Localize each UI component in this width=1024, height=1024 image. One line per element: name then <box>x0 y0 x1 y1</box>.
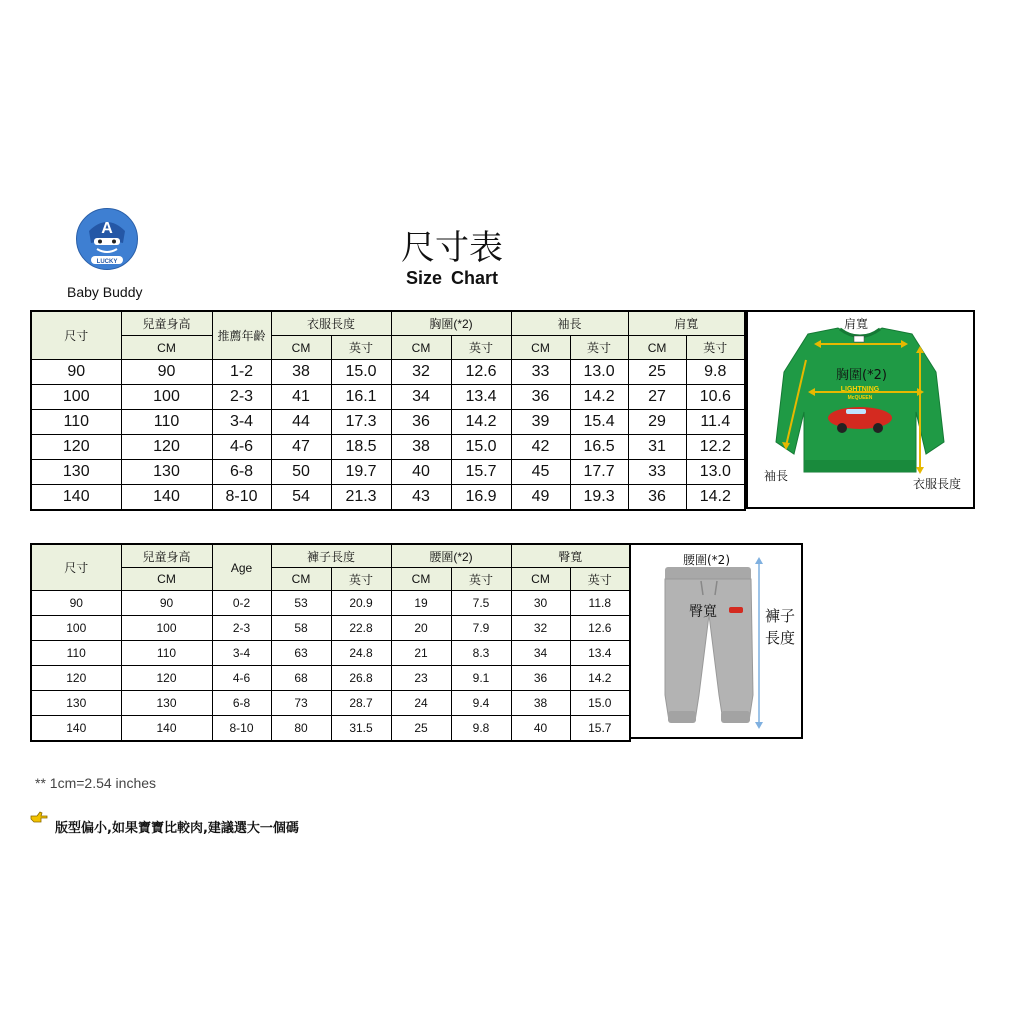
table-cell: 1-2 <box>212 360 271 385</box>
unit-cm: CM <box>121 568 212 591</box>
table-cell: 110 <box>31 641 121 666</box>
header-group: 臀寬 <box>511 544 630 568</box>
pants-length-label: 長度 <box>765 629 796 647</box>
table-cell: 3-4 <box>212 410 271 435</box>
table-cell: 6-8 <box>212 460 271 485</box>
table-cell: 18.5 <box>331 435 391 460</box>
waist-label: 腰圍(*2) <box>683 553 730 567</box>
table-cell: 140 <box>121 716 212 742</box>
unit-cm: CM <box>121 336 212 360</box>
table-cell: 53 <box>271 591 331 616</box>
header-group: 肩寬 <box>628 311 745 336</box>
table-cell: 54 <box>271 485 331 511</box>
table-cell: 16.9 <box>451 485 511 511</box>
table-cell: 20.9 <box>331 591 391 616</box>
table-cell: 8-10 <box>212 485 271 511</box>
table-cell: 50 <box>271 460 331 485</box>
table-cell: 4-6 <box>212 435 271 460</box>
table-cell: 36 <box>391 410 451 435</box>
table-cell: 16.5 <box>570 435 628 460</box>
table-cell: 14.2 <box>451 410 511 435</box>
table-cell: 13.0 <box>686 460 745 485</box>
table-cell: 73 <box>271 691 331 716</box>
table-cell: 12.6 <box>570 616 630 641</box>
table-cell: 68 <box>271 666 331 691</box>
table-cell: 7.9 <box>451 616 511 641</box>
table-cell: 90 <box>121 360 212 385</box>
table-cell: 9.1 <box>451 666 511 691</box>
table-cell: 24 <box>391 691 451 716</box>
table-cell: 23 <box>391 666 451 691</box>
bottom-size-table <box>30 543 631 742</box>
header-group: 衣服長度 <box>271 311 391 336</box>
header-group: 褲子長度 <box>271 544 391 568</box>
table-row <box>31 410 745 435</box>
table-cell: 19.7 <box>331 460 391 485</box>
table-cell: 14.2 <box>570 385 628 410</box>
table-cell: 2-3 <box>212 385 271 410</box>
sweatshirt-diagram <box>746 310 975 509</box>
header-size: 尺寸 <box>31 311 121 360</box>
table-cell: 40 <box>511 716 570 742</box>
table-cell: 17.3 <box>331 410 391 435</box>
table-cell: 80 <box>271 716 331 742</box>
table-cell: 120 <box>121 435 212 460</box>
table-cell: 13.0 <box>570 360 628 385</box>
pointing-hand-icon <box>30 810 48 824</box>
pants-length-label: 褲子 <box>765 607 796 625</box>
table-cell: 15.7 <box>451 460 511 485</box>
table-cell: 90 <box>31 591 121 616</box>
unit-in: 英寸 <box>331 568 391 591</box>
table-cell: 13.4 <box>570 641 630 666</box>
table-cell: 8.3 <box>451 641 511 666</box>
table-cell: 130 <box>31 691 121 716</box>
table-cell: 36 <box>511 385 570 410</box>
table-row <box>31 591 630 616</box>
table-cell: 130 <box>121 691 212 716</box>
table-cell: 40 <box>391 460 451 485</box>
table-cell: 15.7 <box>570 716 630 742</box>
table-cell: 25 <box>628 360 686 385</box>
table-cell: 110 <box>121 641 212 666</box>
sizing-tip: 版型偏小,如果寶寶比較肉,建議選大一個碼 <box>55 821 299 836</box>
table-row <box>31 460 745 485</box>
table-cell: 29 <box>628 410 686 435</box>
table-cell: 2-3 <box>212 616 271 641</box>
table-row <box>31 691 630 716</box>
table-cell: 19.3 <box>570 485 628 511</box>
table-row <box>31 385 745 410</box>
unit-cm: CM <box>271 336 331 360</box>
unit-cm: CM <box>511 568 570 591</box>
table-cell: 140 <box>31 716 121 742</box>
table-cell: 38 <box>511 691 570 716</box>
table-cell: 90 <box>121 591 212 616</box>
table-cell: 140 <box>121 485 212 511</box>
table-cell: 21 <box>391 641 451 666</box>
header-group: 腰圍(*2) <box>391 544 511 568</box>
table-cell: 0-2 <box>212 591 271 616</box>
table-row <box>31 616 630 641</box>
unit-in: 英寸 <box>686 336 745 360</box>
table-cell: 30 <box>511 591 570 616</box>
table-cell: 31.5 <box>331 716 391 742</box>
header-age: 推薦年齡 <box>212 311 271 360</box>
table-cell: 6-8 <box>212 691 271 716</box>
table-cell: 130 <box>31 460 121 485</box>
table-cell: 9.8 <box>451 716 511 742</box>
table-cell: 21.3 <box>331 485 391 511</box>
unit-note: ** 1cm=2.54 inches <box>35 775 157 791</box>
header-age: Age <box>212 544 271 591</box>
brand-name: Baby Buddy <box>67 284 143 300</box>
table-cell: 120 <box>31 666 121 691</box>
table-cell: 100 <box>31 385 121 410</box>
table-cell: 45 <box>511 460 570 485</box>
table-row <box>31 435 745 460</box>
print-text: McQUEEN <box>847 395 873 401</box>
table-cell: 7.5 <box>451 591 511 616</box>
unit-cm: CM <box>391 568 451 591</box>
table-cell: 110 <box>31 410 121 435</box>
table-cell: 27 <box>628 385 686 410</box>
table-cell: 24.8 <box>331 641 391 666</box>
logo-text: LUCKY <box>96 259 118 265</box>
table-cell: 9.8 <box>686 360 745 385</box>
table-cell: 4-6 <box>212 666 271 691</box>
unit-in: 英寸 <box>570 336 628 360</box>
header-group: 胸圍(*2) <box>391 311 511 336</box>
table-cell: 10.6 <box>686 385 745 410</box>
table-cell: 120 <box>121 666 212 691</box>
table-cell: 8-10 <box>212 716 271 742</box>
table-cell: 32 <box>391 360 451 385</box>
table-cell: 15.0 <box>331 360 391 385</box>
table-cell: 31 <box>628 435 686 460</box>
table-cell: 15.0 <box>570 691 630 716</box>
hip-label: 臀寬 <box>689 604 717 620</box>
table-cell: 33 <box>628 460 686 485</box>
table-cell: 25 <box>391 716 451 742</box>
length-label: 衣服長度 <box>913 477 962 491</box>
svg-text:A: A <box>101 220 113 237</box>
table-cell: 49 <box>511 485 570 511</box>
page-subtitle: Size Chart <box>405 268 499 288</box>
table-cell: 43 <box>391 485 451 511</box>
unit-cm: CM <box>271 568 331 591</box>
table-cell: 13.4 <box>451 385 511 410</box>
table-cell: 3-4 <box>212 641 271 666</box>
table-row <box>31 641 630 666</box>
table-cell: 19 <box>391 591 451 616</box>
table-cell: 100 <box>121 385 212 410</box>
table-cell: 34 <box>391 385 451 410</box>
table-cell: 100 <box>31 616 121 641</box>
table-cell: 44 <box>271 410 331 435</box>
sleeve-label: 袖長 <box>764 469 789 483</box>
pants-diagram <box>629 543 803 739</box>
table-row <box>31 666 630 691</box>
table-cell: 38 <box>271 360 331 385</box>
table-cell: 16.1 <box>331 385 391 410</box>
unit-cm: CM <box>628 336 686 360</box>
table-cell: 32 <box>511 616 570 641</box>
table-row <box>31 716 630 742</box>
table-cell: 15.0 <box>451 435 511 460</box>
table-cell: 12.6 <box>451 360 511 385</box>
table-cell: 14.2 <box>686 485 745 511</box>
table-cell: 34 <box>511 641 570 666</box>
unit-in: 英寸 <box>451 568 511 591</box>
unit-in: 英寸 <box>570 568 630 591</box>
table-cell: 36 <box>628 485 686 511</box>
table-cell: 140 <box>31 485 121 511</box>
table-cell: 120 <box>31 435 121 460</box>
unit-cm: CM <box>391 336 451 360</box>
page-title: 尺寸表 <box>401 228 503 268</box>
table-cell: 63 <box>271 641 331 666</box>
table-cell: 38 <box>391 435 451 460</box>
table-cell: 90 <box>31 360 121 385</box>
top-size-table <box>30 310 746 511</box>
table-cell: 15.4 <box>570 410 628 435</box>
table-cell: 47 <box>271 435 331 460</box>
header-size: 尺寸 <box>31 544 121 591</box>
table-cell: 26.8 <box>331 666 391 691</box>
table-cell: 20 <box>391 616 451 641</box>
table-cell: 36 <box>511 666 570 691</box>
header-group: 袖長 <box>511 311 628 336</box>
unit-in: 英寸 <box>451 336 511 360</box>
table-cell: 39 <box>511 410 570 435</box>
unit-in: 英寸 <box>331 336 391 360</box>
shoulder-label: 肩寬 <box>844 317 869 331</box>
table-cell: 14.2 <box>570 666 630 691</box>
table-cell: 100 <box>121 616 212 641</box>
table-cell: 12.2 <box>686 435 745 460</box>
table-cell: 17.7 <box>570 460 628 485</box>
table-cell: 41 <box>271 385 331 410</box>
table-row <box>31 485 745 511</box>
table-cell: 130 <box>121 460 212 485</box>
table-cell: 11.4 <box>686 410 745 435</box>
table-cell: 22.8 <box>331 616 391 641</box>
print-text: LIGHTNING <box>840 386 880 393</box>
table-cell: 110 <box>121 410 212 435</box>
table-row <box>31 360 745 385</box>
unit-cm: CM <box>511 336 570 360</box>
header-height: 兒童身高 <box>121 311 212 336</box>
chest-label: 胸圍(*2) <box>836 368 887 383</box>
table-cell: 11.8 <box>570 591 630 616</box>
table-cell: 58 <box>271 616 331 641</box>
table-cell: 9.4 <box>451 691 511 716</box>
table-cell: 33 <box>511 360 570 385</box>
table-cell: 42 <box>511 435 570 460</box>
table-cell: 28.7 <box>331 691 391 716</box>
header-height: 兒童身高 <box>121 544 212 568</box>
